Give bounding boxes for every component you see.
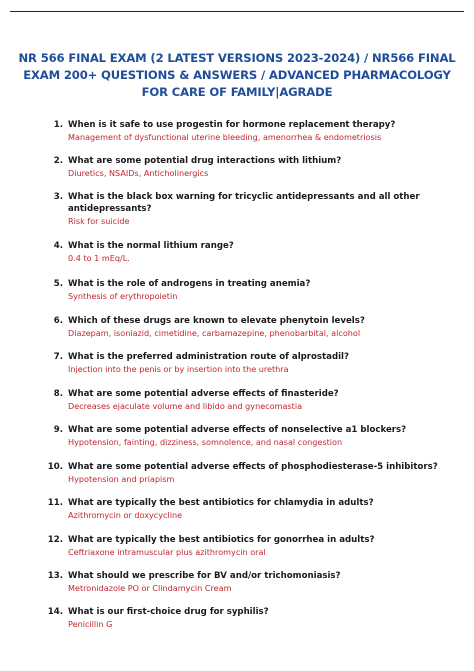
question-text: What are some potential adverse effects of finasteride? xyxy=(68,389,339,399)
question-number: 1. xyxy=(53,120,63,130)
question-number: 12. xyxy=(47,535,63,545)
answer-text: 0.4 to 1 mEq/L. xyxy=(68,253,130,263)
question-number: 2. xyxy=(53,156,63,166)
question-text: What are typically the best antibiotics for gonorrhea in adults? xyxy=(68,535,375,545)
question-text: What is the black box warning for tricyclic antidepressants and all other antidepressants? xyxy=(68,192,420,214)
answer-text: Synthesis of erythropoietin xyxy=(68,291,178,301)
answer-text: Risk for suicide xyxy=(68,216,130,226)
answer-text: Management of dysfunctional uterine bleeding, amenorrhea & endometriosis xyxy=(68,132,382,142)
document-title: NR 566 FINAL EXAM (2 LATEST VERSIONS 2023-2024) / NR566 FINAL EXAM 200+ QUESTIONS & ANSWERS / ADVANCED PHARMACOLOGY FOR CARE OF FAMILY|AGRADE xyxy=(18,51,456,99)
question-number: 5. xyxy=(53,279,63,289)
question-text: What is the preferred administration route of alprostadil? xyxy=(68,352,349,362)
question-text: When is it safe to use progestin for hormone replacement therapy? xyxy=(68,120,396,130)
question-number: 4. xyxy=(53,241,63,251)
question-number: 9. xyxy=(53,425,63,435)
question-text: What are some potential adverse effects of phosphodiesterase-5 inhibitors? xyxy=(68,462,438,472)
question-text: What are some potential drug interactions with lithium? xyxy=(68,156,342,166)
answer-text: Decreases ejaculate volume and libido and gynecomastia xyxy=(68,401,303,411)
question-text: What is our first-choice drug for syphilis? xyxy=(68,607,269,617)
answer-text: Azithromycin or doxycycline xyxy=(68,510,183,520)
question-text: What is the role of androgens in treating anemia? xyxy=(68,279,311,289)
answer-text: Hypotension, fainting, dizziness, somnolence, and nasal congestion xyxy=(68,437,343,447)
question-number: 6. xyxy=(53,316,63,326)
question-text: What are some potential adverse effects of nonselective a1 blockers? xyxy=(68,425,407,435)
answer-text: Injection into the penis or by insertion into the urethra xyxy=(68,364,289,374)
question-number: 3. xyxy=(53,192,63,202)
question-number: 13. xyxy=(47,571,63,581)
question-number: 11. xyxy=(47,498,63,508)
answer-text: Ceftriaxone intramuscular plus azithromycin oral xyxy=(68,547,266,557)
top-rule xyxy=(10,11,464,12)
question-text: Which of these drugs are known to elevate phenytoin levels? xyxy=(68,316,365,326)
question-text: What are typically the best antibiotics for chlamydia in adults? xyxy=(68,498,374,508)
question-number: 8. xyxy=(53,389,63,399)
answer-text: Diazepam, isoniazid, cimetidine, carbamazepine, phenobarbital, alcohol xyxy=(68,328,361,338)
question-number: 7. xyxy=(53,352,63,362)
answer-text: Hypotension and priapism xyxy=(68,474,175,484)
question-text: What is the normal lithium range? xyxy=(68,241,234,251)
question-number: 14. xyxy=(47,607,63,617)
answer-text: Penicillin G xyxy=(68,619,113,629)
question-text: What should we prescribe for BV and/or trichomoniasis? xyxy=(68,571,341,581)
question-number: 10. xyxy=(47,462,63,472)
answer-text: Metronidazole PO or Clindamycin Cream xyxy=(68,583,232,593)
answer-text: Diuretics, NSAIDs, Anticholinergics xyxy=(68,168,209,178)
